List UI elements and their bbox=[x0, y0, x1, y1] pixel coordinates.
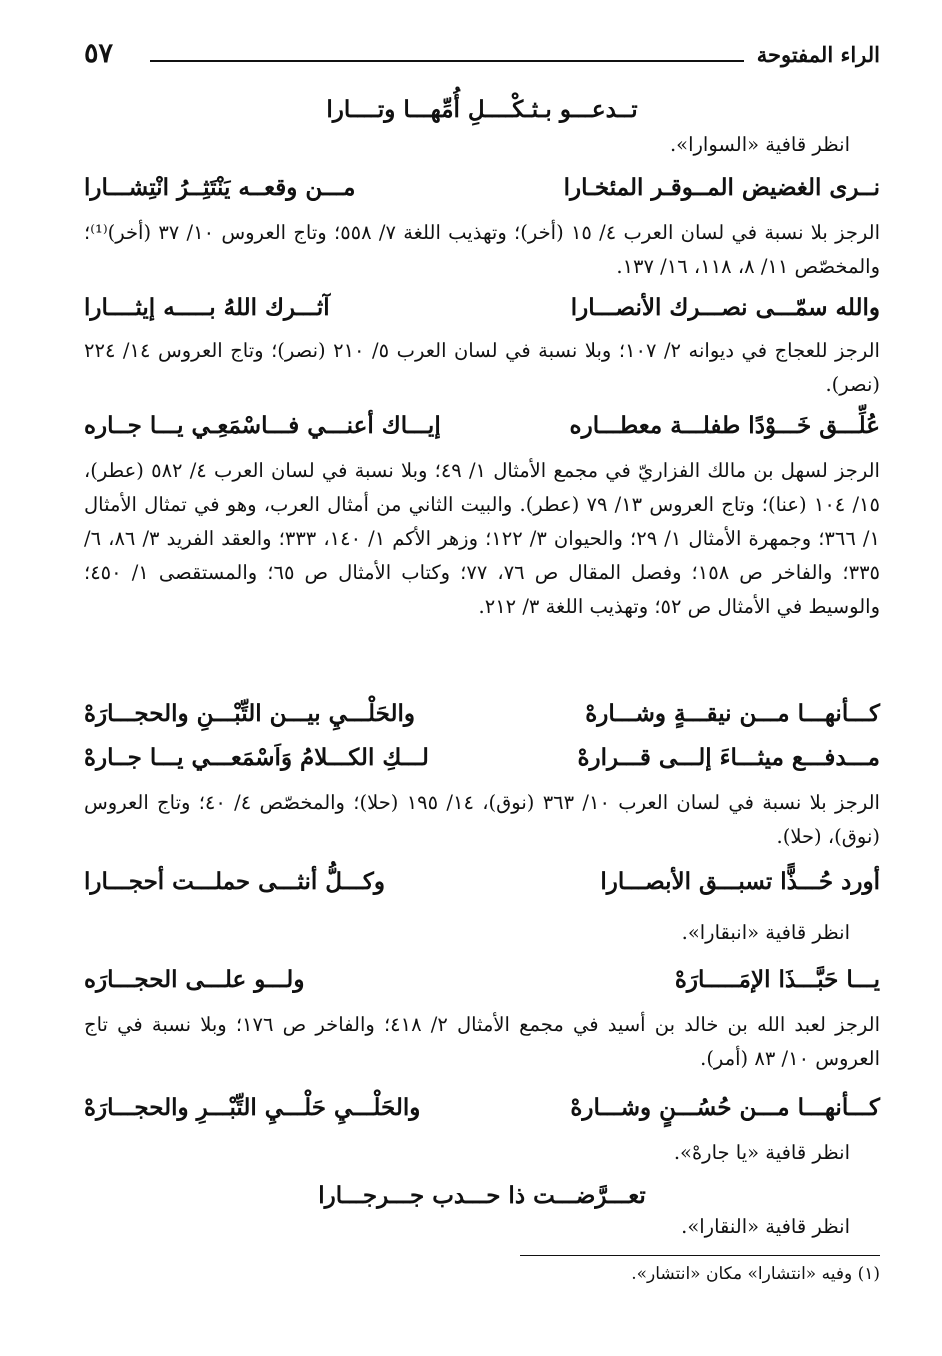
source-paragraph: الرجز لعبد الله بن خالد بن أسيد في مجمع الأمثال ٢/ ٤١٨؛ والفاخر ص ١٧٦؛ وبلا نسبة في تاج العروس ١٠/ ٨٣ (أمر). bbox=[84, 1013, 880, 1070]
verse-second-hemistich: والحَلْـــيِ حَلْـــيِ التِّبْـــرِ والحجـــارَهْ bbox=[84, 1094, 421, 1121]
verse-line bbox=[84, 168, 880, 208]
verse-second-hemistich: ولـــو علـــى الحجـــارَه bbox=[84, 966, 305, 993]
verse-line bbox=[84, 960, 880, 1000]
page-number: ٥٧ bbox=[84, 38, 114, 69]
verse-first-hemistich: مـــدفـــع ميثـــاءَ إلـــى قـــرارهْ bbox=[577, 744, 880, 771]
cross-reference-note: انظر قافية «النقارا». bbox=[681, 1215, 850, 1238]
verse-first-hemistich: أورد حُـــذًّا تسبـــق الأبصـــارا bbox=[600, 868, 880, 895]
source-paragraph: الرجز بلا نسبة في لسان العرب ٤/ ١٥ (أخر)؛ وتهذيب اللغة ٧/ ٥٥٨؛ وتاج العروس ١٠/ ٣٧ (أخر)⁽¹⁾؛ والمخصّص ١١/ ٨، ١١٨، ١٦/ ١٣٧. bbox=[84, 221, 881, 278]
verse-second-hemistich: والحَلْـــيِ بيـــن التِّبْـــنِ والحجـــارَهْ bbox=[84, 700, 416, 727]
verse-first-hemistich: نــرى الغضيض المــوقـر المئخـارا bbox=[563, 174, 880, 201]
cross-reference-note: انظر قافية «انبقارا». bbox=[681, 921, 850, 944]
verse-first-hemistich: كـــأنهـــا مـــن حُسُـــنٍ وشـــارهْ bbox=[570, 1094, 880, 1121]
page-header bbox=[84, 36, 880, 76]
verse-hemistich: تعـــرَّضـــت ذا حـــدب جـــرجـــارا bbox=[318, 1182, 646, 1209]
cross-reference-note: انظر قافية «يا جارهْ». bbox=[673, 1141, 850, 1164]
verse-line bbox=[84, 738, 880, 778]
verse-first-hemistich: كـــأنهـــا مـــن نيقـــةٍ وشـــارهْ bbox=[585, 700, 880, 727]
source-paragraph: الرجز للعجاج في ديوانه ٢/ ١٠٧؛ وبلا نسبة في لسان العرب ٥/ ٢١٠ (نصر)؛ وتاج العروس ١٤/ ٢٢٤ (نصر). bbox=[84, 339, 880, 396]
source-paragraph: الرجز لسهل بن مالك الفزاريّ في مجمع الأمثال ١/ ٤٩؛ وبلا نسبة في لسان العرب ٤/ ٥٨٢ (عطر)، ١٥/ ١٠٤ (عنا)؛ وتاج العروس ١٣/ ٧٩ (عطر). والبيت الثاني من أمثال العرب، وهو في تمثال الأمثال ١/ ٣٦٦؛ وجمهرة الأمثال ١/ ٢٩؛ والحيوان ٣/ ١٢٢؛ وزهر الأكم ١/ ١٤٠، ٣٣٣؛ والعقد الفريد ٣/ ٨٦، ٦/ ٣٣٥؛ والفاخر ص ١٥٨؛ وفصل المقال ص ٧٦، ٧٧؛ وكتاب الأمثال ص ٦٥؛ والمستقصى ١/ ٤٥٠؛ والوسيط في الأمثال ص ٥٢؛ وتهذيب اللغة ٣/ ٢١٢. bbox=[84, 459, 881, 618]
verse-first-hemistich: والله سمّـــى نصـــرك الأنصـــارا bbox=[570, 294, 880, 321]
cross-reference-note: انظر قافية «السوارا». bbox=[669, 133, 850, 156]
verse-second-hemistich: مـــن وقعــه يَنْتَثِــرُ انْتِشـــارا bbox=[84, 174, 356, 201]
verse-line bbox=[84, 1176, 880, 1216]
verse-second-hemistich: وكـــلُّ أنثـــى حملـــت أحجـــارا bbox=[84, 868, 385, 895]
verse-line bbox=[84, 406, 880, 446]
verse-line bbox=[84, 90, 880, 130]
verse-second-hemistich: إيـــاك أعنـــي فـــاسْمَعِـي يـــا جــاره bbox=[84, 412, 441, 439]
verse-line bbox=[84, 862, 880, 902]
chapter-title: الراء المفتوحة bbox=[756, 42, 880, 67]
verse-first-hemistich: عُلِّـــق خَـــوْدًا طفلـــة معطـــاره bbox=[569, 412, 880, 439]
verse-line bbox=[84, 1088, 880, 1128]
verse-line bbox=[84, 694, 880, 734]
verse-hemistich: تــدعـــو بـثـكْــــلِ أُمِّهـــا وتــــارا bbox=[326, 96, 638, 123]
footnote-separator bbox=[520, 1255, 880, 1256]
verse-second-hemistich: لـــكِ الكـــلامُ وَاَسْمَعـــي يـــا جــارهْ bbox=[84, 744, 429, 771]
source-paragraph: الرجز بلا نسبة في لسان العرب ١٠/ ٣٦٣ (نوق)، ١٤/ ١٩٥ (حلا)؛ والمخصّص ٤/ ٤٠؛ وتاج العروس (نوق)، (حلا). bbox=[84, 791, 880, 848]
verse-second-hemistich: آثـــرك اللهُ بـــــه إيثــــارا bbox=[84, 294, 330, 321]
verse-line bbox=[84, 288, 880, 328]
header-rule bbox=[150, 60, 744, 62]
footnote: (١) وفيه «انتشارا» مكان «انتشار». bbox=[631, 1264, 880, 1284]
verse-first-hemistich: يـــا حَبَّـــذَا الإمَـــــارَهْ bbox=[674, 966, 880, 993]
